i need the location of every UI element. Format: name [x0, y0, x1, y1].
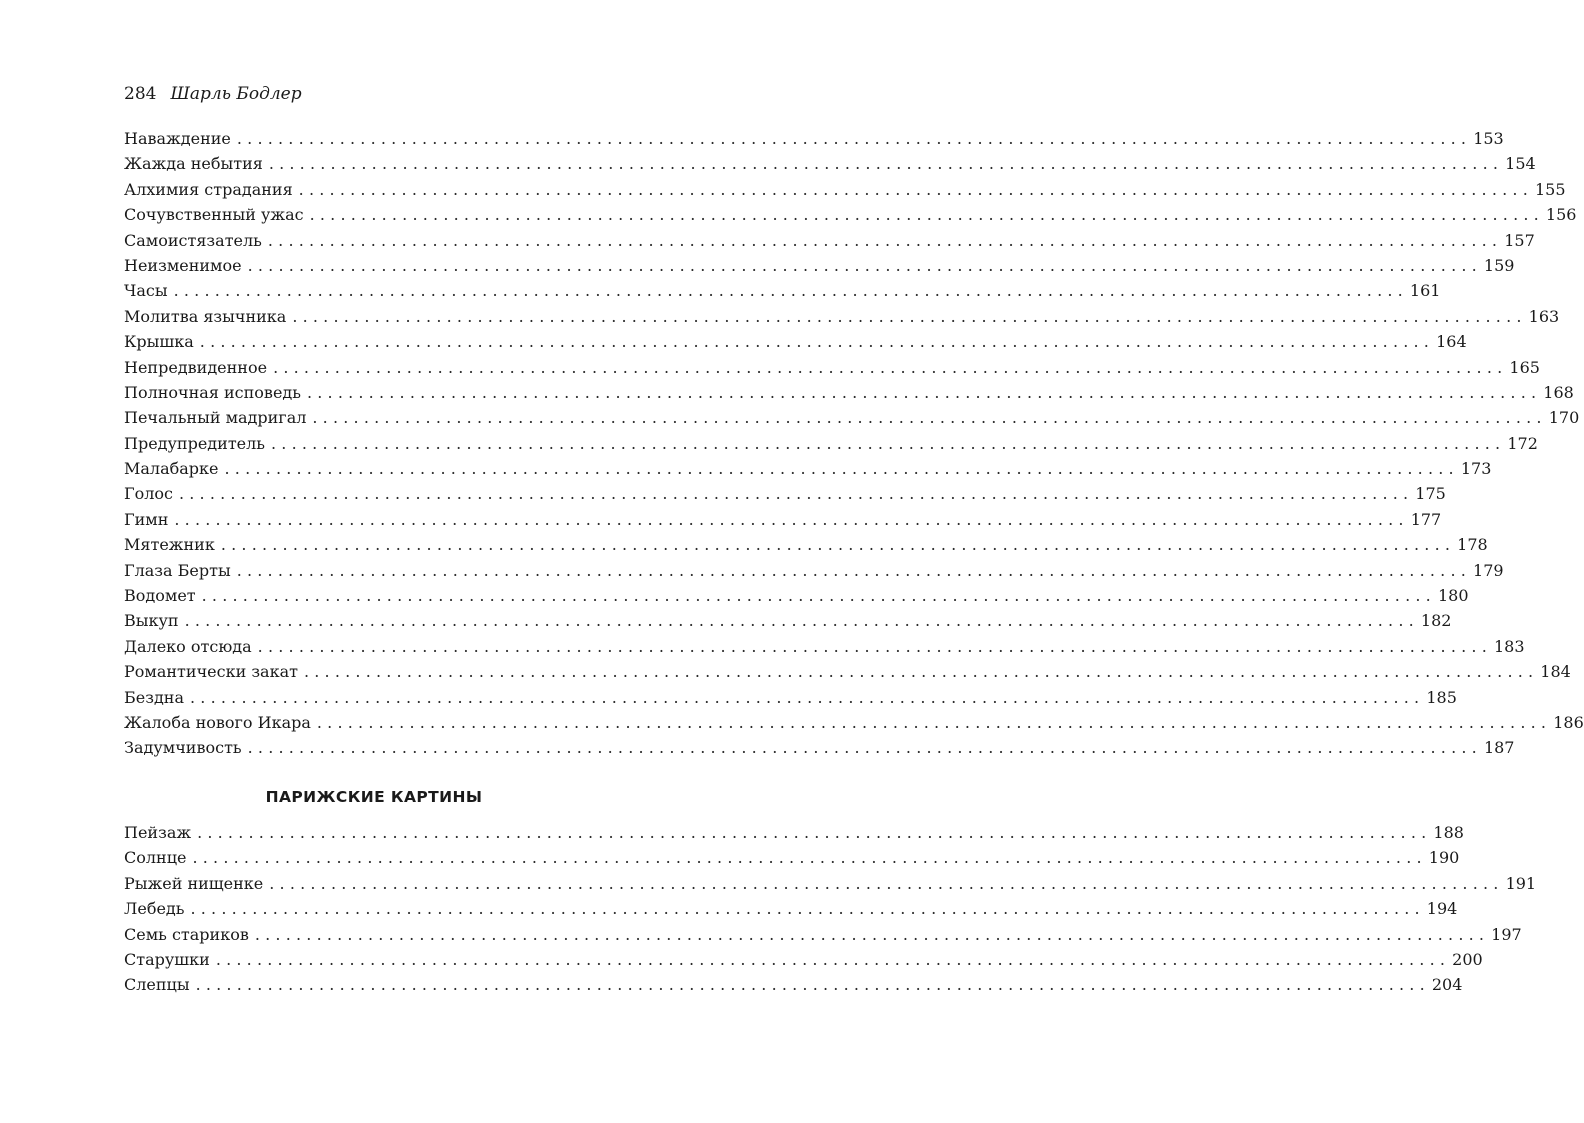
- toc-entry-title: Лебедь: [124, 899, 185, 919]
- toc-leader-dots: ........................................................................................................................: [257, 636, 1492, 656]
- toc-leader-dots: ........................................................................................................................: [174, 509, 1409, 529]
- toc-entry: [124, 151, 1536, 176]
- toc-entry-title: Солнце: [124, 848, 187, 868]
- toc-entry-title: Водомет: [124, 586, 196, 606]
- toc-entry-title: Малабарке: [124, 459, 219, 479]
- toc-entry: [124, 329, 1467, 354]
- toc-entry-page: 172: [1507, 433, 1538, 453]
- toc-entry-title: Полночная исповедь: [124, 382, 301, 402]
- toc-entry-title: Молитва язычника: [124, 306, 287, 326]
- toc-leader-dots: ........................................................................................................................: [178, 484, 1414, 504]
- toc-entry-page: 197: [1491, 924, 1522, 944]
- toc-entry-title: Наваждение: [124, 129, 231, 148]
- toc-entry-title: Сочувственный ужас: [124, 205, 304, 225]
- toc-leader-dots: ........................................................................................................................: [220, 535, 1456, 555]
- toc-entry: [124, 634, 1525, 659]
- toc-entry-title: Алхимия страдания: [124, 179, 293, 199]
- toc-entry: [124, 507, 1442, 532]
- toc-leader-dots: ........................................................................................................................: [197, 823, 1432, 842]
- toc-leader-dots: ........................................................................................................................: [184, 611, 1419, 631]
- toc-entry-page: 165: [1509, 357, 1540, 377]
- toc-entry: [124, 972, 1463, 997]
- toc-entry: [124, 608, 1452, 633]
- toc-entry: [124, 405, 1580, 430]
- toc-entry: [124, 431, 1538, 456]
- toc-leader-dots: ........................................................................................................................: [215, 949, 1451, 969]
- running-header: [124, 84, 302, 104]
- section-heading: ПАРИЖСКИЕ КАРТИНЫ: [265, 788, 483, 806]
- toc-entry-page: 191: [1505, 873, 1537, 893]
- toc-entry-page: 164: [1436, 332, 1467, 352]
- toc-entry-title: Неизменимое: [124, 255, 242, 275]
- toc-entry-page: 159: [1483, 255, 1515, 275]
- toc-leader-dots: ........................................................................................................................: [173, 281, 1408, 301]
- toc-entry: [124, 253, 1515, 278]
- toc-entry: [124, 947, 1483, 972]
- toc-entry: [124, 355, 1540, 380]
- toc-entry-page: 180: [1437, 586, 1469, 606]
- toc-entry: [124, 558, 1504, 583]
- toc-entry: [124, 896, 1458, 921]
- toc-entry: [124, 583, 1469, 608]
- toc-entry: [124, 532, 1488, 557]
- toc-entry-title: Часы: [124, 281, 168, 301]
- running-header-author: Шарль Бодлер: [170, 84, 302, 104]
- toc-entry-title: Жажда небытия: [124, 154, 263, 174]
- toc-entry-page: 154: [1505, 154, 1536, 174]
- toc-entry: [124, 820, 1464, 845]
- toc-leader-dots: ........................................................................................................................: [298, 179, 1533, 199]
- toc-entry-page: 178: [1457, 535, 1488, 555]
- toc-leader-dots: ........................................................................................................................: [199, 332, 1435, 352]
- toc-entry-page: 204: [1431, 975, 1463, 995]
- toc-leader-dots: ........................................................................................................................: [316, 712, 1552, 732]
- toc-entry-title: Гимн: [124, 509, 169, 529]
- toc-leader-dots: ........................................................................................................................: [190, 687, 1425, 707]
- toc-entry-page: 187: [1483, 738, 1515, 758]
- toc-entry-title: Старушки: [124, 949, 210, 969]
- toc-leader-dots: ........................................................................................................................: [192, 848, 1427, 868]
- toc-entry: [124, 228, 1535, 253]
- toc-entry-page: 182: [1420, 611, 1452, 631]
- toc-leader-dots: ........................................................................................................................: [247, 738, 1482, 758]
- toc-entry-title: Романтически закат: [124, 662, 298, 682]
- toc-entry-title: Пейзаж: [124, 823, 192, 842]
- toc-entry-title: Мятежник: [124, 535, 215, 555]
- toc-leader-dots: ........................................................................................................................: [309, 205, 1544, 225]
- toc-leader-dots: ........................................................................................................................: [201, 586, 1436, 606]
- toc-entry-title: Крышка: [124, 332, 194, 352]
- toc-entry: [124, 659, 1571, 684]
- toc-entry: [124, 177, 1566, 202]
- toc-leader-dots: ........................................................................................................................: [292, 306, 1527, 326]
- toc-entry-page: 179: [1473, 560, 1504, 580]
- toc-entry-title: Задумчивость: [124, 738, 242, 758]
- toc-leader-dots: ........................................................................................................................: [271, 433, 1506, 453]
- toc-entry-title: Предупредитель: [124, 433, 266, 453]
- toc-leader-dots: ........................................................................................................................: [273, 357, 1508, 377]
- toc-entry-page: 168: [1543, 382, 1574, 402]
- toc-entry: [124, 922, 1522, 947]
- toc-entry-title: Рыжей нищенке: [124, 873, 264, 893]
- toc-entry: [124, 304, 1560, 329]
- toc-leader-dots: ........................................................................................................................: [190, 899, 1425, 919]
- toc-entry: [124, 456, 1492, 481]
- toc-entry: [124, 380, 1574, 405]
- table-of-contents-list-parisian: [124, 820, 1537, 998]
- toc-entry-page: 155: [1534, 179, 1566, 199]
- toc-entry-title: Печальный мадригал: [124, 408, 307, 428]
- toc-entry: [124, 845, 1460, 870]
- toc-entry-page: 190: [1428, 848, 1460, 868]
- page-number: 284: [124, 84, 157, 104]
- toc-entry-title: Самоистязатель: [124, 230, 262, 250]
- toc-entry-page: 200: [1452, 949, 1483, 969]
- toc-entry-page: 186: [1553, 712, 1584, 732]
- toc-entry-page: 156: [1545, 205, 1577, 225]
- toc-leader-dots: ........................................................................................................................: [236, 560, 1472, 580]
- toc-entry-page: 153: [1473, 129, 1504, 148]
- toc-leader-dots: ........................................................................................................................: [195, 975, 1430, 995]
- toc-entry-page: 184: [1540, 662, 1571, 682]
- toc-entry-title: Голос: [124, 484, 173, 504]
- toc-entry-title: Жалоба нового Икара: [124, 712, 311, 732]
- toc-leader-dots: ........................................................................................................................: [254, 924, 1490, 944]
- toc-entry-page: 163: [1528, 306, 1560, 326]
- toc-entry: [124, 735, 1515, 760]
- table-of-contents-list: [124, 126, 1584, 761]
- toc-entry-title: Семь стариков: [124, 924, 249, 944]
- toc-entry: [124, 710, 1584, 735]
- toc-entry-page: 170: [1548, 408, 1580, 428]
- toc-entry-title: Глаза Берты: [124, 560, 231, 580]
- toc-leader-dots: ........................................................................................................................: [267, 230, 1503, 250]
- toc-entry: [124, 126, 1504, 151]
- toc-entry: [124, 685, 1457, 710]
- toc-entry: [124, 202, 1577, 227]
- toc-entry-page: 185: [1426, 687, 1457, 707]
- toc-entry-page: 173: [1460, 459, 1492, 479]
- toc-leader-dots: ........................................................................................................................: [303, 662, 1539, 682]
- toc-entry-page: 188: [1433, 823, 1464, 842]
- toc-entry: [124, 278, 1441, 303]
- toc-entry-page: 175: [1415, 484, 1446, 504]
- toc-leader-dots: ........................................................................................................................: [224, 459, 1459, 479]
- toc-entry-page: 177: [1410, 509, 1442, 529]
- toc-entry-page: 157: [1504, 230, 1535, 250]
- toc-entry-title: Бездна: [124, 687, 185, 707]
- toc-entry: [124, 871, 1537, 896]
- toc-leader-dots: ........................................................................................................................: [236, 129, 1472, 148]
- toc-entry-title: Выкуп: [124, 611, 179, 631]
- toc-leader-dots: ........................................................................................................................: [306, 382, 1542, 402]
- toc-entry-page: 183: [1493, 636, 1525, 656]
- toc-entry-title: Слепцы: [124, 975, 190, 995]
- toc-entry-page: 194: [1426, 899, 1458, 919]
- toc-leader-dots: ........................................................................................................................: [269, 873, 1504, 893]
- toc-entry: [124, 481, 1446, 506]
- toc-entry-page: 161: [1409, 281, 1441, 301]
- toc-entry-title: Далеко отсюда: [124, 636, 252, 656]
- toc-leader-dots: ........................................................................................................................: [247, 255, 1482, 275]
- toc-leader-dots: ........................................................................................................................: [312, 408, 1547, 428]
- toc-leader-dots: ........................................................................................................................: [268, 154, 1504, 174]
- toc-entry-title: Непредвиденное: [124, 357, 268, 377]
